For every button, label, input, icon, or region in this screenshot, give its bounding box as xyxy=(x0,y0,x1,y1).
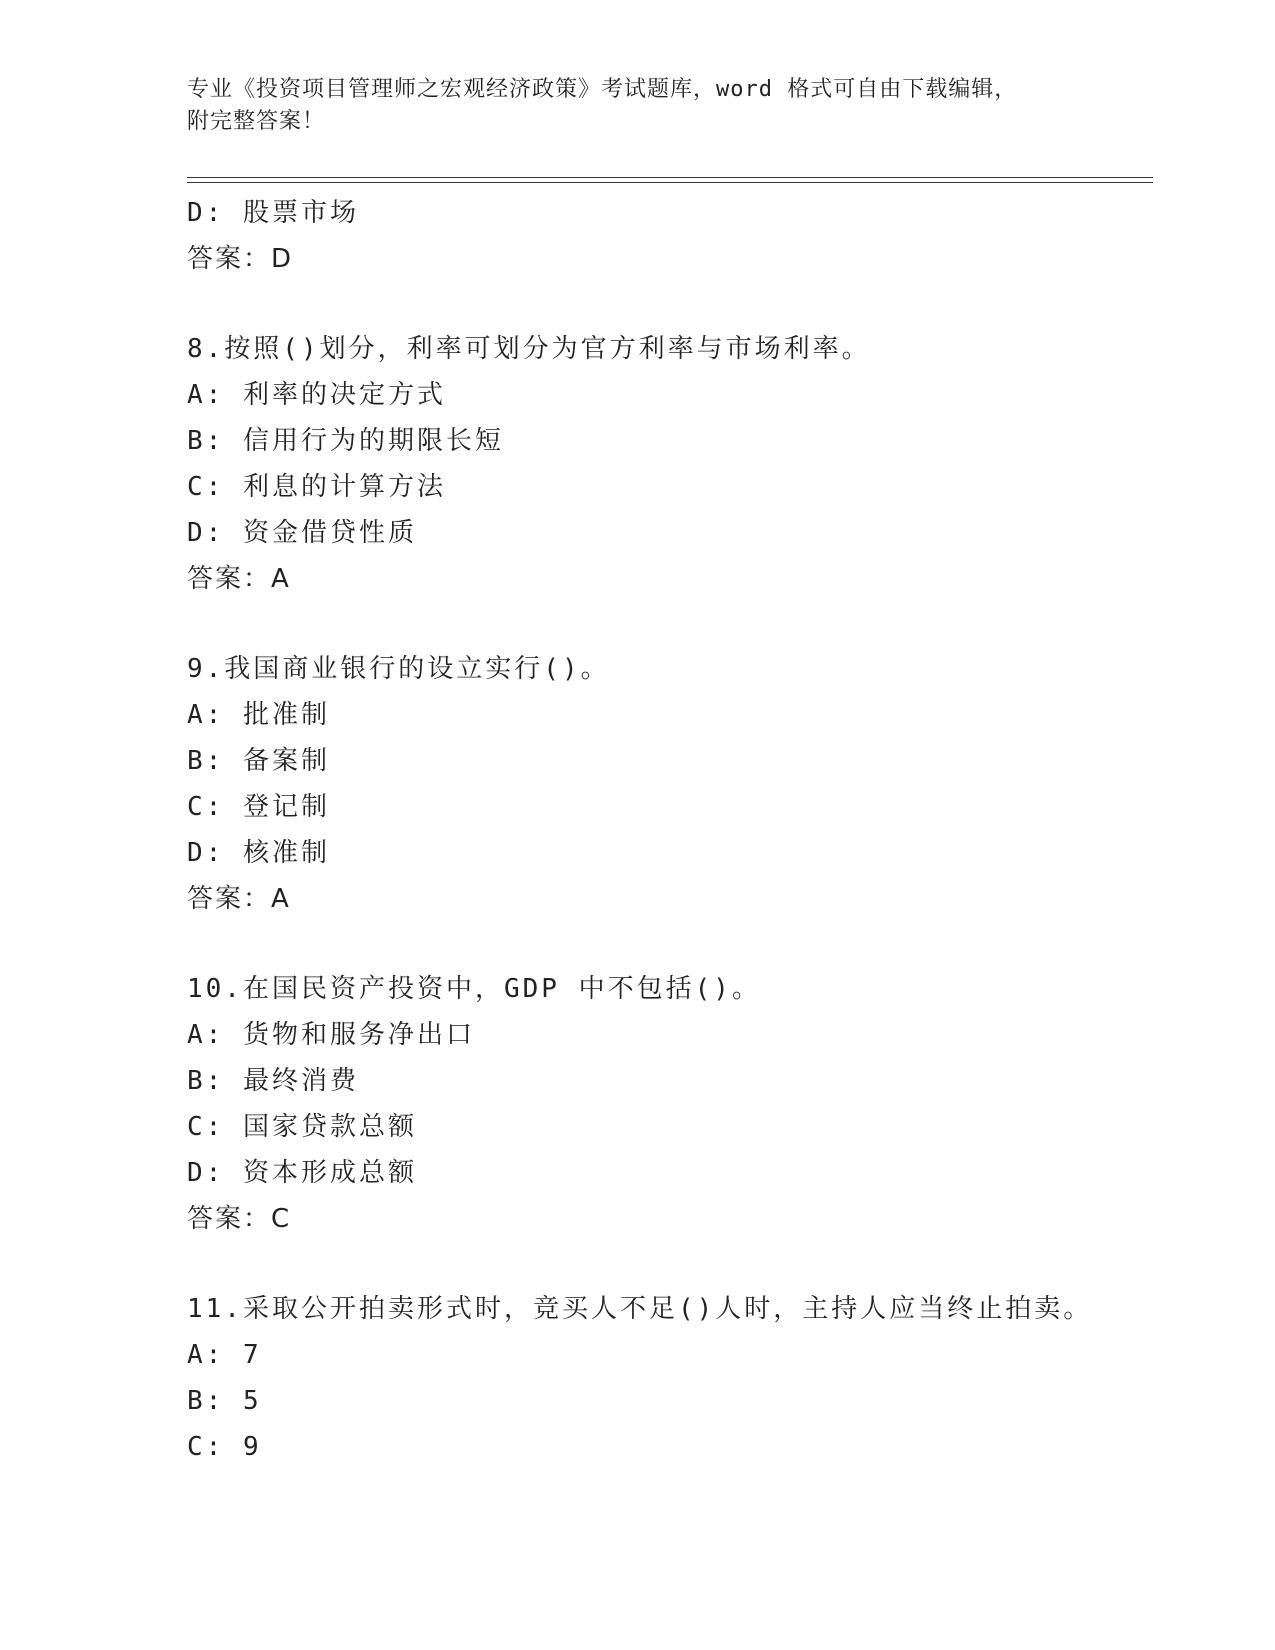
option-d: D: 核准制 xyxy=(187,838,330,868)
question-block xyxy=(187,966,1153,1242)
answer: 答案：A xyxy=(187,884,291,914)
option-d: D: 资本形成总额 xyxy=(187,1158,417,1188)
question-block xyxy=(187,1286,1153,1470)
prev-answer: 答案：D xyxy=(187,244,294,274)
option-c: C: 利息的计算方法 xyxy=(187,472,446,502)
header-divider-top xyxy=(187,177,1153,178)
option-a: A: 利率的决定方式 xyxy=(187,380,446,410)
option-b: B: 信用行为的期限长短 xyxy=(187,426,504,456)
header-line-1: 专业《投资项目管理师之宏观经济政策》考试题库，word 格式可自由下载编辑， xyxy=(187,77,1018,102)
answer: 答案：C xyxy=(187,1204,292,1234)
option-c: C: 国家贷款总额 xyxy=(187,1112,417,1142)
option-b: B: 5 xyxy=(187,1386,262,1416)
question-text: 9.我国商业银行的设立实行()。 xyxy=(187,654,610,684)
answer: 答案：A xyxy=(187,564,291,594)
question-list xyxy=(187,190,1153,1470)
option-c: C: 登记制 xyxy=(187,792,330,822)
document-header xyxy=(187,74,1067,138)
option-c: C: 9 xyxy=(187,1432,262,1462)
question-block xyxy=(187,326,1153,602)
option-a: A: 货物和服务净出口 xyxy=(187,1020,475,1050)
option-a: A: 7 xyxy=(187,1340,262,1370)
question-text: 11.采取公开拍卖形式时，竞买人不足()人时，主持人应当终止拍卖。 xyxy=(187,1294,1093,1324)
option-b: B: 最终消费 xyxy=(187,1066,359,1096)
option-a: A: 批准制 xyxy=(187,700,330,730)
question-text: 10.在国民资产投资中，GDP 中不包括()。 xyxy=(187,974,761,1004)
question-block xyxy=(187,646,1153,922)
header-line-2: 附完整答案！ xyxy=(187,109,326,134)
question-text: 8.按照()划分，利率可划分为官方利率与市场利率。 xyxy=(187,334,871,364)
prev-option-d: D: 股票市场 xyxy=(187,198,359,228)
option-b: B: 备案制 xyxy=(187,746,330,776)
header-divider-bottom xyxy=(187,182,1153,183)
option-d: D: 资金借贷性质 xyxy=(187,518,417,548)
